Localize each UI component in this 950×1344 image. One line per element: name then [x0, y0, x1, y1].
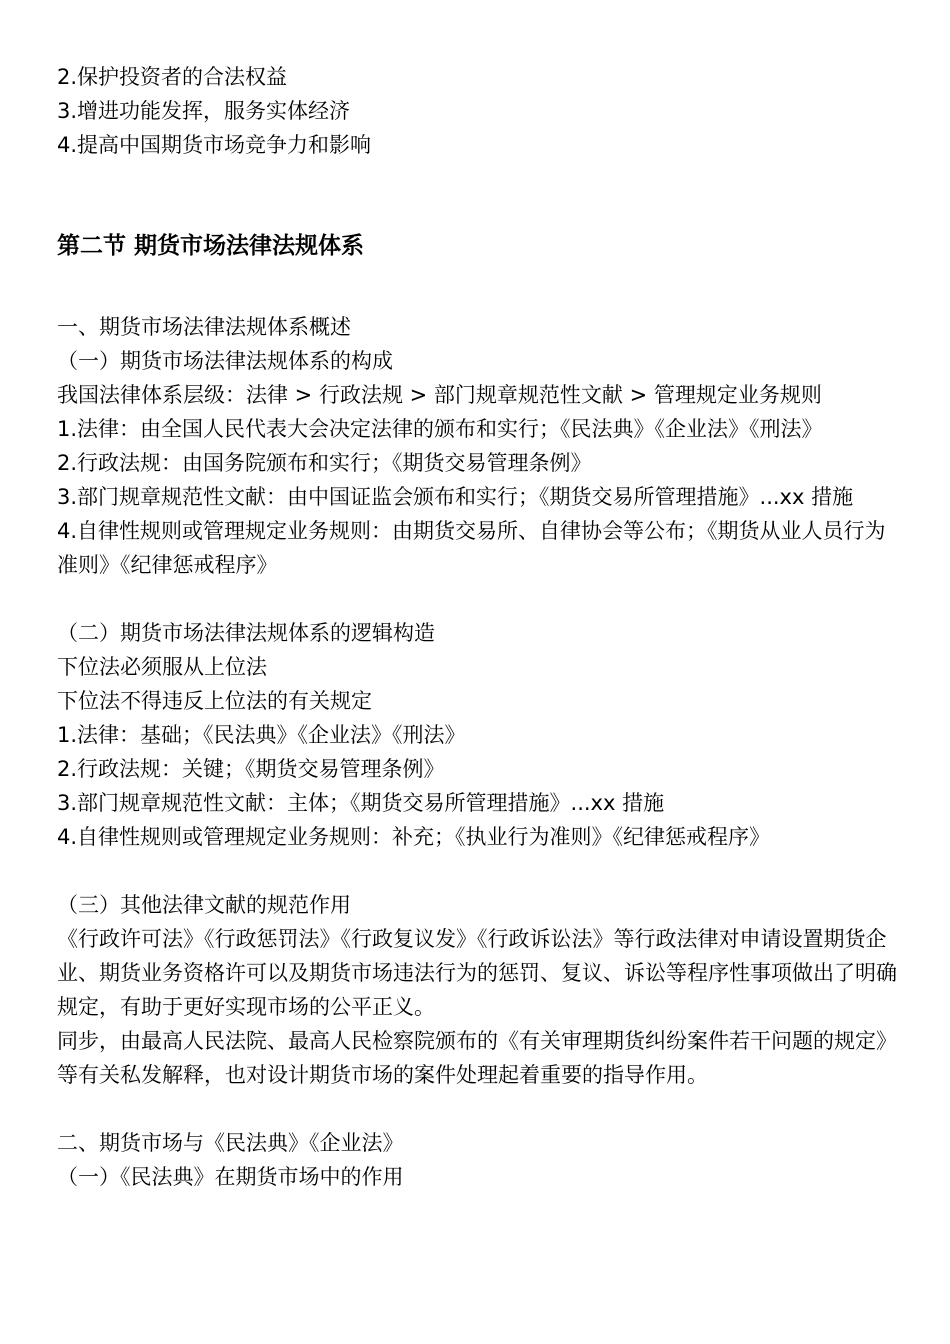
- part2-sub1-title: （一）《民法典》在期货市场中的作用: [57, 1165, 404, 1189]
- text-line: 2.行政法规：由国务院颁布和实行；《期货交易管理条例》: [57, 451, 592, 475]
- document-page: [57, 60, 897, 1194]
- section-title: 第二节 期货市场法律法规体系: [57, 233, 365, 259]
- part1-sub3-title: （三）其他法律文献的规范作用: [57, 893, 351, 917]
- text-line: 1.法律：由全国人民代表大会决定法律的颁布和实行；《民法典》《企业法》《刑法》: [57, 417, 823, 441]
- text-line: 2.行政法规：关键；《期货交易管理条例》: [57, 757, 445, 781]
- list-item: 2.保护投资者的合法权益: [57, 65, 288, 89]
- text-line: 4.自律性规则或管理规定业务规则：由期货交易所、自律协会等公布；《期货从业人员行为准则》《纪律惩戒程序》: [57, 519, 886, 577]
- list-item: 3.增进功能发挥，服务实体经济: [57, 99, 351, 123]
- text-line: 我国法律体系层级：法律 > 行政法规 > 部门规章规范性文献 > 管理规定业务规则: [57, 383, 822, 407]
- part1-title: 一、期货市场法律法规体系概述: [57, 315, 351, 339]
- text-line: 4.自律性规则或管理规定业务规则：补充；《执业行为准则》《纪律惩戒程序》: [57, 825, 771, 849]
- text-line: 3.部门规章规范性文献：主体；《期货交易所管理措施》...xx 措施: [57, 791, 665, 815]
- part2-title: 二、期货市场与《民法典》《企业法》: [57, 1131, 404, 1155]
- text-line: 1.法律：基础；《民法典》《企业法》《刑法》: [57, 723, 466, 747]
- paragraph: 同步，由最高人民法院、最高人民检察院颁布的《有关审理期货纠纷案件若干问题的规定》等有关私发解释，也对设计期货市场的案件处理起着重要的指导作用。: [57, 1029, 897, 1087]
- text-line: 3.部门规章规范性文献：由中国证监会颁布和实行；《期货交易所管理措施》...xx 措施: [57, 485, 854, 509]
- paragraph: 《行政许可法》《行政惩罚法》《行政复议发》《行政诉讼法》等行政法律对申请设置期货企业、期货业务资格许可以及期货市场违法行为的惩罚、复议、诉讼等程序性事项做出了明确规定，有助于更好实现市场的公平正义。: [57, 927, 897, 1019]
- part1-sub2-title: （二）期货市场法律法规体系的逻辑构造: [57, 621, 435, 645]
- text-line: 下位法不得违反上位法的有关规定: [57, 689, 372, 713]
- part1-sub1-title: （一）期货市场法律法规体系的构成: [57, 349, 393, 373]
- list-item: 4.提高中国期货市场竞争力和影响: [57, 133, 372, 157]
- text-line: 下位法必须服从上位法: [57, 655, 267, 679]
